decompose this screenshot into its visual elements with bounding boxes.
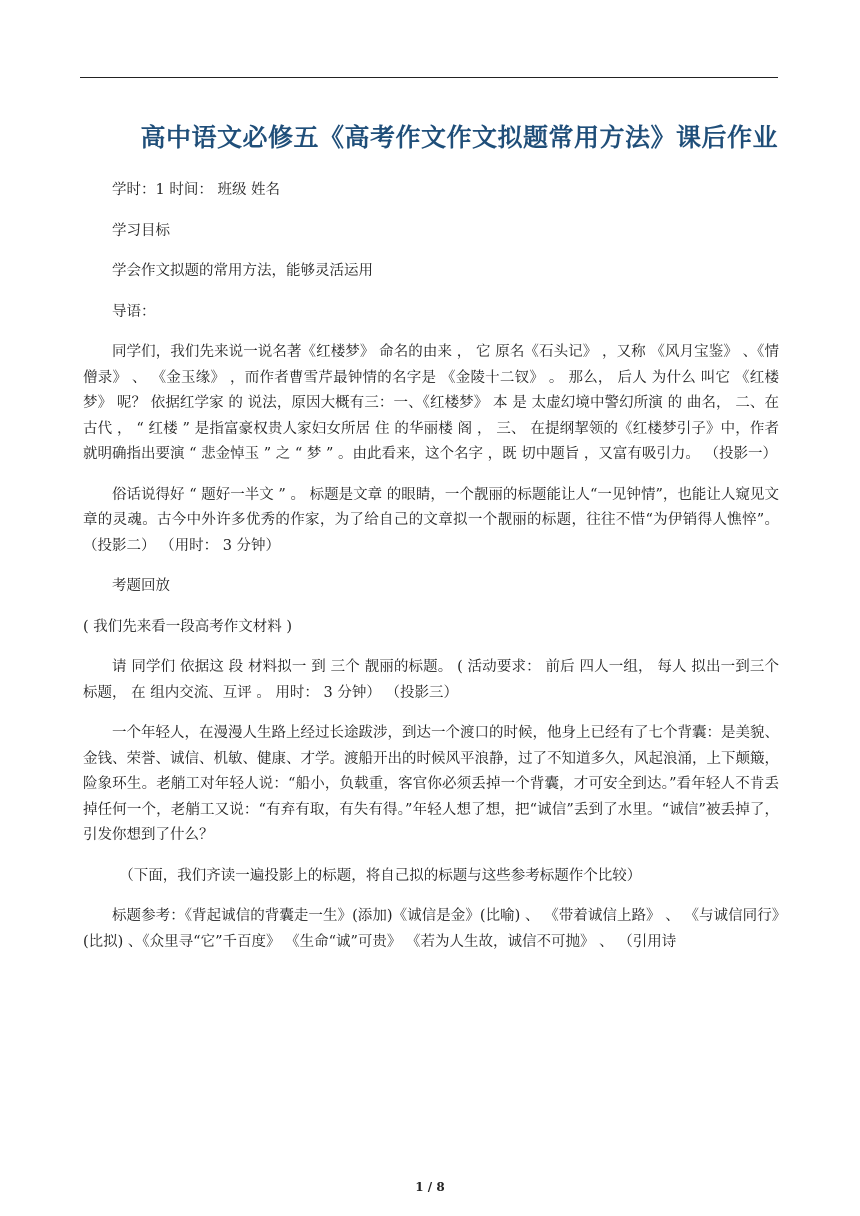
document-body xyxy=(83,178,779,970)
paragraph-intro: 同学们，我们先来说一说名著《红楼梦》 命名的由来 ， 它 原名《石头记》 ，又称 《风月宝鉴》 、《情僧录》 、 《金玉缘》 ，而作者曹雪芹最钟情的名字是 《金陵十二钗》 。 那么， 后人 为什么 叫它 《红楼梦》 呢？ 依据红学家 的 说法，原因大概有三：一、《红楼梦》 本 是 太虚幻境中警幻所演 的 曲名， 二、在 古代 ， “ 红楼 ” 是指富豪权贵人家妇女所居 住 的华丽楼 阁 ， 三、 在提纲挈领的《红楼梦引子》中，作者就明确指出要演 “ 悲金悼玉 ” 之 “ 梦 ” 。由此看来，这个名字 ，既 切中题旨 ，又富有吸引力。 （投影一） xyxy=(83,344,779,462)
paragraph-proverb: 俗话说得好 “ 题好一半文 ” 。 标题是文章 的眼睛，一个靓丽的标题能让人“一见钟情”，也能让人窥见文章的灵魂。古今中外许多优秀的作家，为了给自己的文章拟一个靓丽的标题，往往不惜“为伊销得人憔悴”。 （投影二） （用时： 3 分钟） xyxy=(83,486,779,554)
page-number: 1 / 8 xyxy=(415,1180,445,1194)
paragraph-goal: 学会作文拟题的常用方法，能够灵活运用 xyxy=(112,263,373,279)
paragraph-story: 一个年轻人，在漫漫人生路上经过长途跋涉，到达一个渡口的时候，他身上已经有了七个背囊：是美貌、金钱、荣誉、诚信、机敏、健康、才学。渡船开出的时候风平浪静，过了不知道多久，风起浪涌，上下颠簸，险象环生。老艄工对年轻人说：“船小，负载重，客官你必须丢掉一个背囊，才可安全到达。”看年轻人不肯丢掉任何一个，老艄工又说：“有弃有取，有失有得。”年轻人想了想，把“诚信”丢到了水里。“诚信”被丢掉了，引发你想到了什么？ xyxy=(83,725,779,843)
document-title: 高中语文必修五《高考作文作文拟题常用方法》课后作业 xyxy=(140,123,778,152)
paragraph-material-note: ( 我们先来看一段高考作文材料 ) xyxy=(83,618,293,635)
paragraph-instruction: （下面，我们齐读一遍投影上的标题，将自己拟的标题与这些参考标题作个比较） xyxy=(119,867,642,884)
section-heading-review: 考题回放 xyxy=(112,578,170,594)
paragraph-reference-titles: 标题参考：《背起诚信的背囊走一生》(添加)《诚信是金》(比喻) 、 《带着诚信上路》 、 《与诚信同行》(比拟) 、《众里寻“它”千百度》 《生命“诚”可贵》 《若为人生故，诚信不可抛》 、 （引用诗 xyxy=(83,908,779,950)
section-heading-intro: 导语： xyxy=(112,303,156,320)
header-rule xyxy=(80,77,778,78)
paragraph-task: 请 同学们 依据这 段 材料拟一 到 三个 靓丽的标题。 ( 活动要求： 前后 四人一组， 每人 拟出一到三个标题， 在 组内交流、互评 。 用时： 3 分钟） （投影三） xyxy=(83,659,779,701)
section-heading-goals: 学习目标 xyxy=(112,222,170,239)
info-line: 学时：1 时间： 班级 姓名 xyxy=(112,182,281,198)
